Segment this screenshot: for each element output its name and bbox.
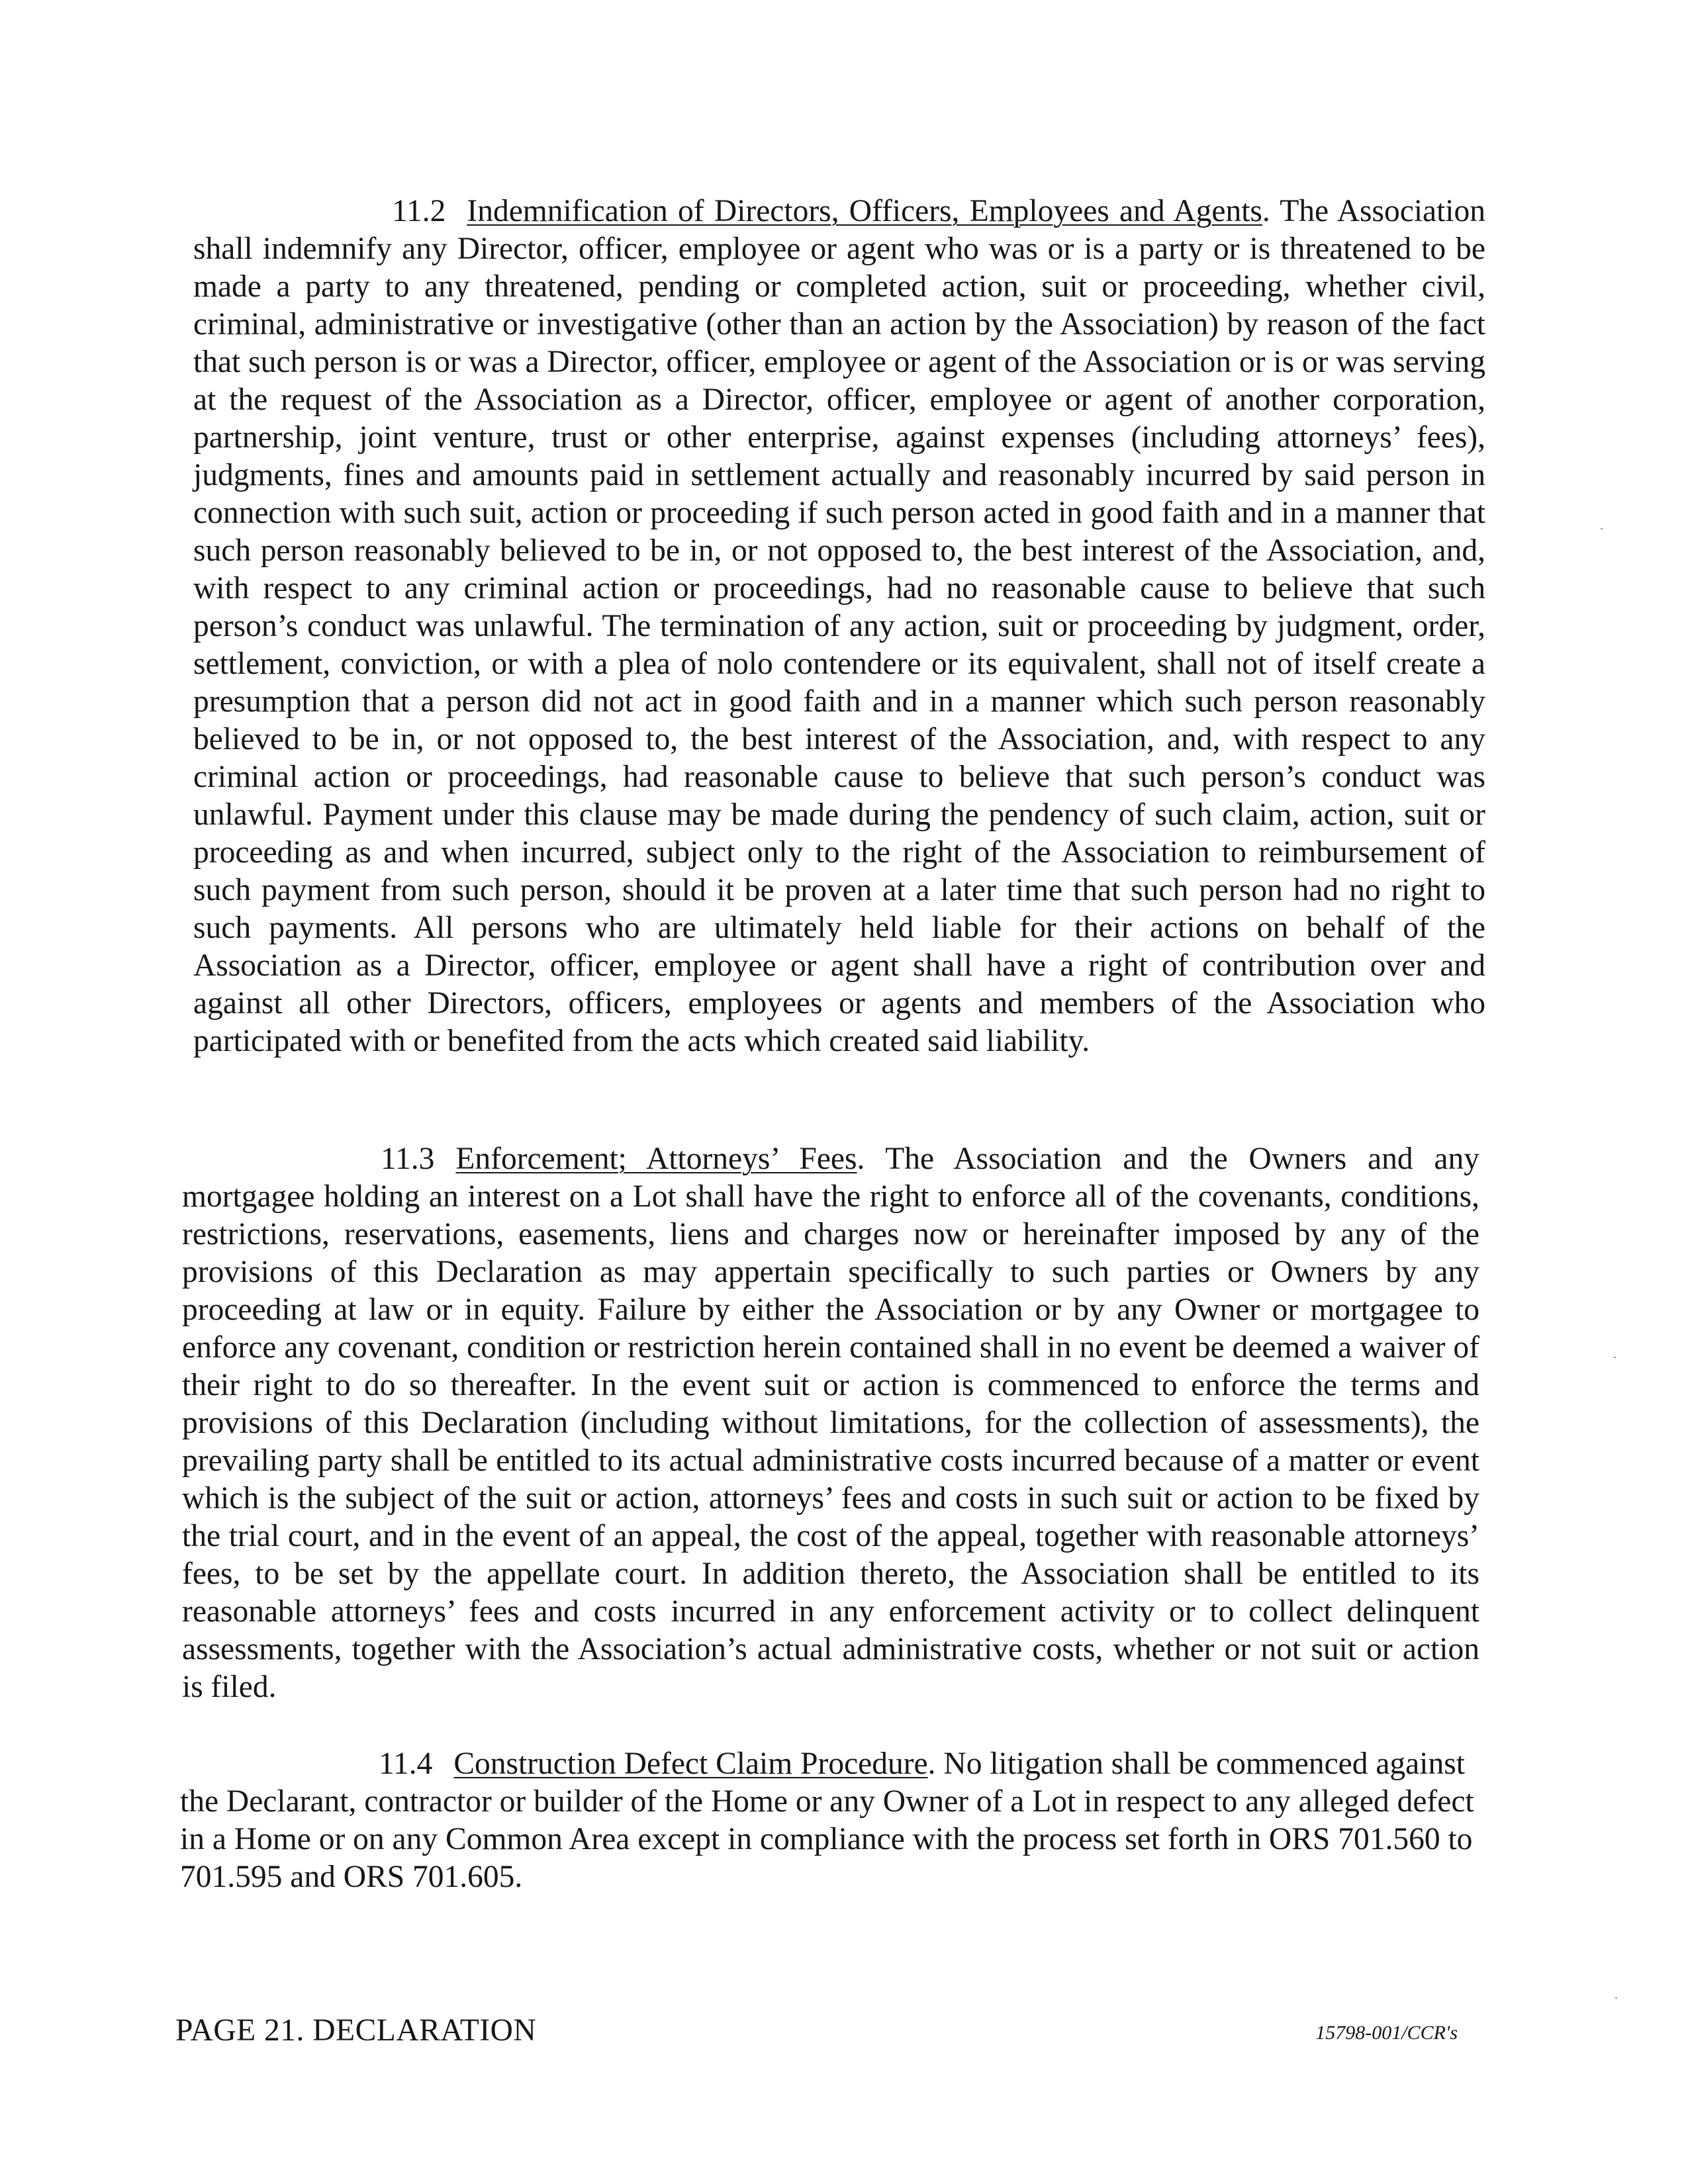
section-paragraph: [180, 1745, 1477, 1896]
section-paragraph: [182, 1140, 1479, 1706]
section-body: . The Association shall indemnify any Director, officer, employee or agent who was or is a party or is threatened to be made a party to any threatened, pending or completed action, suit or proceeding, whether civil, criminal, administrative or investigative (other than an action by the Association) by reason of the fact that such person is or was a Director, officer, employee or agent of the Association or is or was serving at the request of the Association as a Director, officer, employee or agent of another corporation, partnership, joint venture, trust or other enterprise, against expenses (including attorneys’ fees), judgments, fines and amounts paid in settlement actually and reasonably incurred by said person in connection with such suit, action or proceeding if such person acted in good faith and in a manner that such person reasonably believed to be in, or not opposed to, the best interest of the Association, and, with respect to any criminal action or proceedings, had no reasonable cause to believe that such person’s conduct was unlawful. The termination of any action, suit or proceeding by judgment, order, settlement, conviction, or with a plea of nolo contendere or its equivalent, shall not of itself create a presumption that a person did not act in good faith and in a manner which such person reasonably believed to be in, or not opposed to, the best interest of the Association, and, with respect to any criminal action or proceedings, had reasonable cause to believe that such person’s conduct was unlawful. Payment under this clause may be made during the pendency of such claim, action, suit or proceeding as and when incurred, subject only to the right of the Association to reimbursement of such payment from such person, should it be proven at a later time that such person had no right to such payments. All persons who are ultimately held liable for their actions on behalf of the Association as a Director, officer, employee or agent shall have a right of contribution over and against all other Directors, officers, employees or agents and members of the Association who participated with or benefited from the acts which created said liability.: [193, 194, 1485, 1058]
section-body: . No litigation shall be commenced against the Declarant, contractor or builder of the Home or any Owner of a Lot in respect to any alleged defect in a Home or on any Common Area except in compliance with the process set forth in ORS 701.560 to 701.595 and ORS 701.605.: [180, 1747, 1474, 1894]
section-number: 11.4: [379, 1747, 433, 1781]
section-11-4: [180, 1745, 1477, 1896]
section-11-3: [182, 1140, 1479, 1706]
page-footer-label: PAGE 21. DECLARATION: [175, 2013, 537, 2048]
scan-speck: [1614, 1357, 1616, 1358]
section-number: 11.2: [392, 194, 446, 228]
section-paragraph: [193, 193, 1485, 1060]
section-heading: Enforcement; Attorneys’ Fees: [455, 1142, 857, 1176]
section-heading: Construction Defect Claim Procedure: [453, 1747, 928, 1781]
scan-speck: [1615, 1997, 1617, 1999]
section-heading: Indemnification of Directors, Officers, Employees and Agents: [467, 194, 1262, 228]
document-code: 15798-001/CCR's: [1315, 2022, 1458, 2044]
section-body: . The Association and the Owners and any mortgagee holding an interest on a Lot shall have the right to enforce all of the covenants, conditions, restrictions, reservations, easements, liens and charges now or hereinafter imposed by any of the provisions of this Declaration as may appertain specifically to such parties or Owners by any proceeding at law or in equity. Failure by either the Association or by any Owner or mortgagee to enforce any covenant, condition or restriction herein contained shall in no event be deemed a waiver of their right to do so thereafter. In the event suit or action is commenced to enforce the terms and provisions of this Declaration (including without limitations, for the collection of assessments), the prevailing party shall be entitled to its actual administrative costs incurred because of a matter or event which is the subject of the suit or action, attorneys’ fees and costs in such suit or action to be fixed by the trial court, and in the event of an appeal, the cost of the appeal, together with reasonable attorneys’ fees, to be set by the appellate court. In addition thereto, the Association shall be entitled to its reasonable attorneys’ fees and costs incurred in any enforcement activity or to collect delinquent assessments, together with the Association’s actual administrative costs, whether or not suit or action is filed.: [182, 1142, 1479, 1704]
scan-speck: [1601, 528, 1603, 529]
section-number: 11.3: [381, 1142, 435, 1176]
section-11-2: [193, 193, 1485, 1060]
